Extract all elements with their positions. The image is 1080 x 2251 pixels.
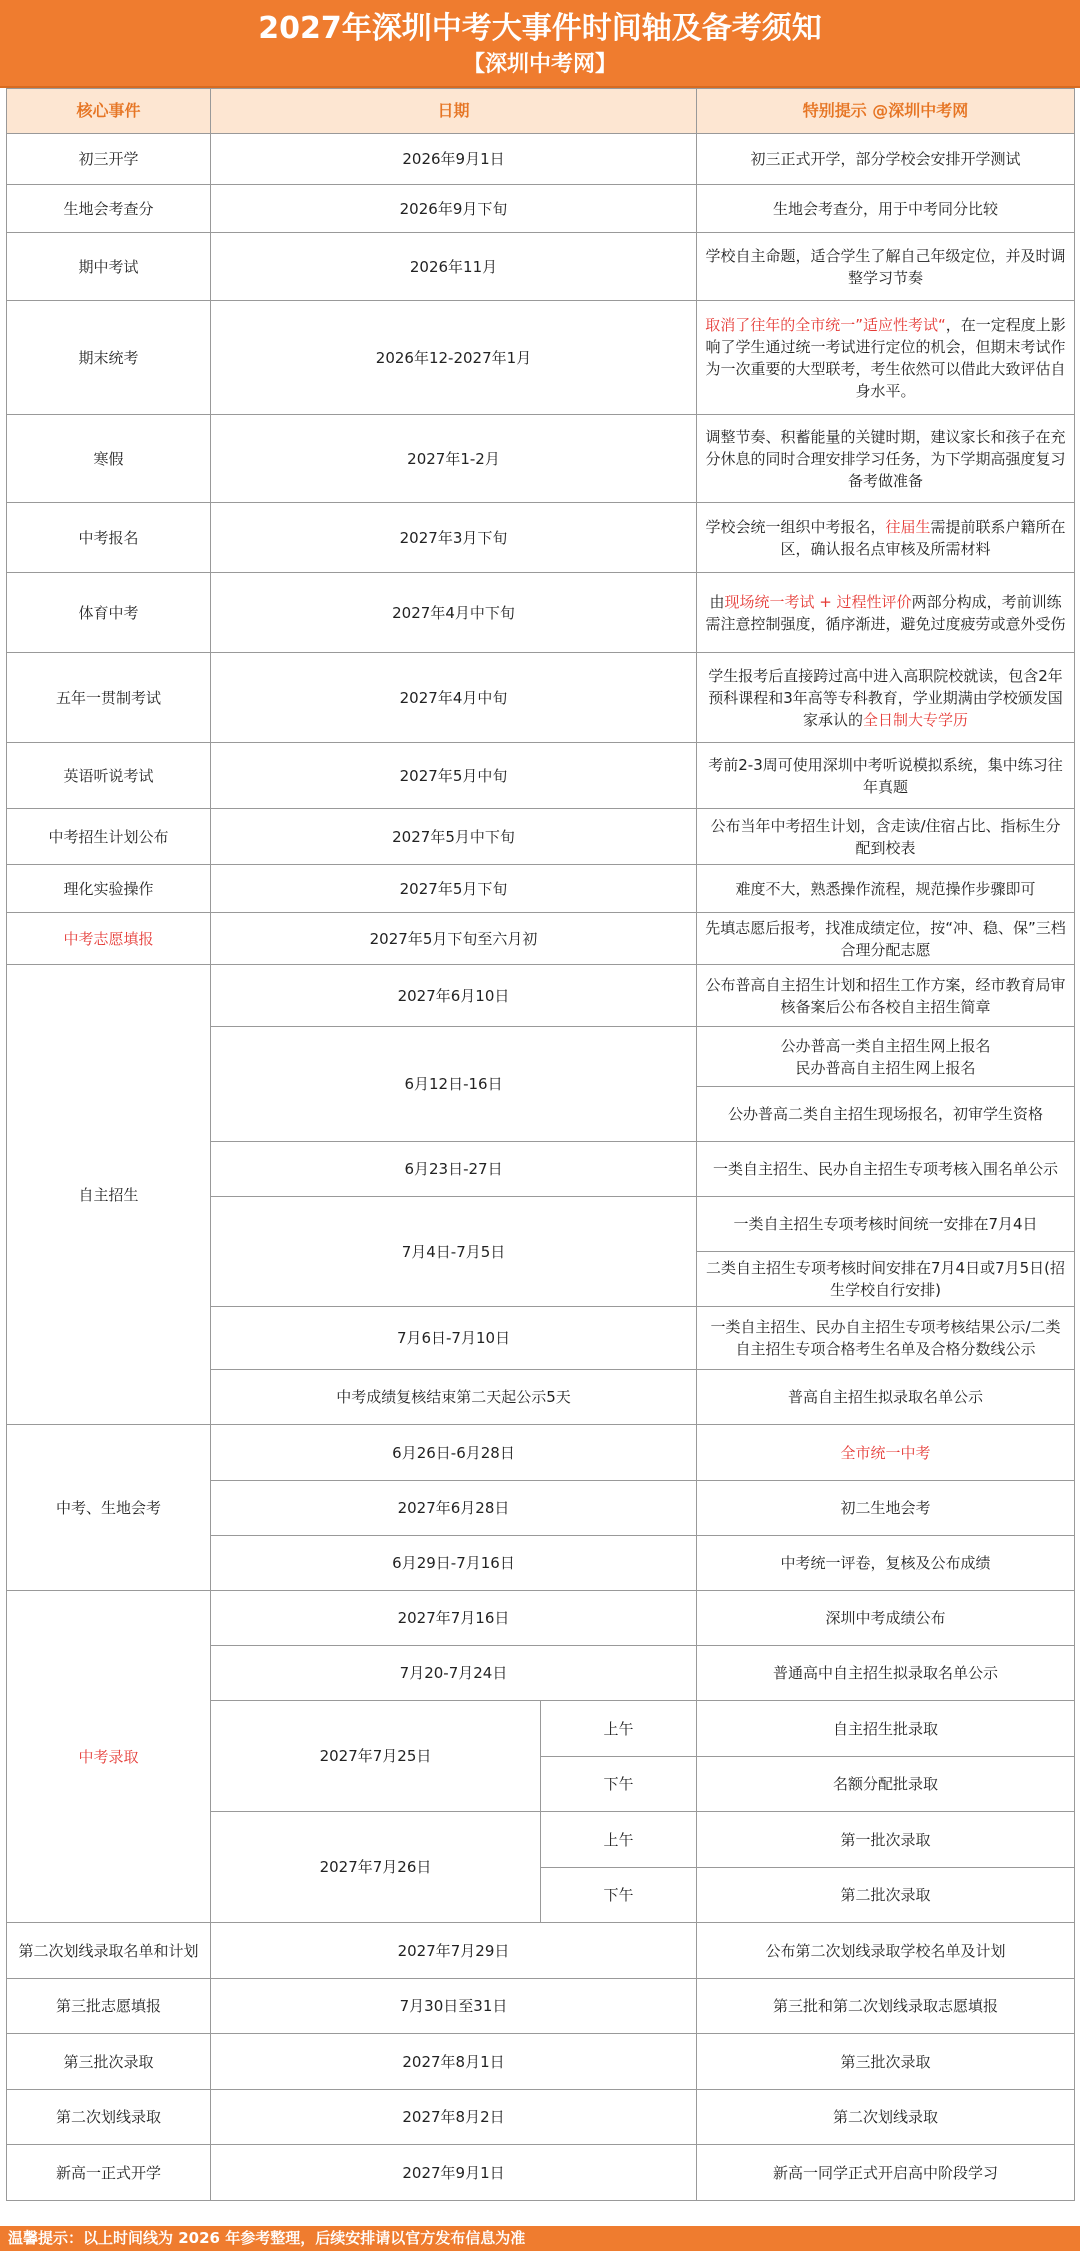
date-cell: 6月29日-7月16日 — [211, 1536, 697, 1591]
table-row — [7, 1979, 1075, 2034]
event-cell: 英语听说考试 — [7, 743, 211, 809]
date-cell: 2026年9月下旬 — [211, 185, 697, 233]
event-cell: 初三开学 — [7, 134, 211, 185]
page-subtitle: 【深圳中考网】 — [462, 52, 617, 77]
table-row — [7, 809, 1075, 865]
table-row — [7, 2145, 1075, 2201]
date-cell: 7月4日-7月5日 — [211, 1197, 697, 1307]
event-cell: 中考报名 — [7, 503, 211, 573]
event-cell: 第二次划线录取 — [7, 2090, 211, 2145]
note-text: 由 — [709, 592, 725, 611]
note-cell: 一类自主招生专项考核时间统一安排在7月4日 — [697, 1197, 1075, 1252]
note-cell: 公布普高自主招生计划和招生工作方案，经市教育局审核备案后公布各校自主招生简章 — [697, 965, 1075, 1027]
footer-tip: 温馨提示：以上时间线为 2026 年参考整理，后续安排请以官方发布信息为准 — [0, 2226, 1080, 2251]
note-cell: 一类自主招生、民办自主招生专项考核入围名单公示 — [697, 1142, 1075, 1197]
event-cell: 第三批志愿填报 — [7, 1979, 211, 2034]
table-row — [7, 653, 1075, 743]
session-cell: 上午 — [541, 1812, 697, 1868]
table-row — [7, 1591, 1075, 1646]
note-text: 学校会统一组织中考报名， — [705, 517, 886, 536]
table-row — [7, 301, 1075, 415]
date-cell: 7月30日至31日 — [211, 1979, 697, 2034]
highlight-text: 往届生 — [885, 517, 931, 536]
date-cell: 2027年5月下旬至六月初 — [211, 913, 697, 965]
date-cell: 7月6日-7月10日 — [211, 1307, 697, 1370]
note-cell: 第三批和第二次划线录取志愿填报 — [697, 1979, 1075, 2034]
note-cell: 二类自主招生专项考核时间安排在7月4日或7月5日(招生学校自行安排) — [697, 1252, 1075, 1307]
note-cell: 第二批次录取 — [697, 1868, 1075, 1923]
date-cell: 中考成绩复核结束第二天起公示5天 — [211, 1370, 697, 1425]
date-cell: 6月23日-27日 — [211, 1142, 697, 1197]
date-cell: 2027年6月10日 — [211, 965, 697, 1027]
table-row — [7, 185, 1075, 233]
col-header-note: 特别提示 @深圳中考网 — [697, 89, 1075, 134]
note-cell — [697, 573, 1075, 653]
date-cell: 2027年5月下旬 — [211, 865, 697, 913]
date-cell: 2027年5月中旬 — [211, 743, 697, 809]
event-cell: 期末统考 — [7, 301, 211, 415]
event-cell: 中考、生地会考 — [7, 1425, 211, 1591]
timeline-table — [6, 88, 1075, 2201]
note-cell — [697, 653, 1075, 743]
event-cell: 新高一正式开学 — [7, 2145, 211, 2201]
note-cell: 普通高中自主招生拟录取名单公示 — [697, 1646, 1075, 1701]
date-cell: 6月26日-6月28日 — [211, 1425, 697, 1481]
table-row — [7, 913, 1075, 965]
note-cell — [697, 503, 1075, 573]
date-cell: 2026年12-2027年1月 — [211, 301, 697, 415]
date-cell: 2027年8月1日 — [211, 2034, 697, 2090]
note-cell: 一类自主招生、民办自主招生专项考核结果公示/二类自主招生专项合格考生名单及合格分数线公示 — [697, 1307, 1075, 1370]
note-cell: 考前2-3周可使用深圳中考听说模拟系统，集中练习往年真题 — [697, 743, 1075, 809]
note-line: 民办普高自主招生网上报名 — [795, 1058, 976, 1077]
table-row — [7, 865, 1075, 913]
date-cell: 7月20-7月24日 — [211, 1646, 697, 1701]
table-row — [7, 134, 1075, 185]
note-cell — [697, 301, 1075, 415]
note-cell: 公布当年中考招生计划，含走读/住宿占比、指标生分配到校表 — [697, 809, 1075, 865]
highlight-text: 取消了往年的全市统一”适应性考试“ — [705, 315, 946, 334]
note-cell: 中考统一评卷，复核及公布成绩 — [697, 1536, 1075, 1591]
event-cell: 体育中考 — [7, 573, 211, 653]
header — [0, 0, 1080, 88]
note-cell: 深圳中考成绩公布 — [697, 1591, 1075, 1646]
note-cell: 难度不大，熟悉操作流程，规范操作步骤即可 — [697, 865, 1075, 913]
date-cell: 2027年3月下旬 — [211, 503, 697, 573]
page-title: 2027年深圳中考大事件时间轴及备考须知 — [258, 11, 822, 46]
table-row — [7, 573, 1075, 653]
note-cell: 第三批次录取 — [697, 2034, 1075, 2090]
date-cell: 2027年8月2日 — [211, 2090, 697, 2145]
date-cell: 2027年6月28日 — [211, 1481, 697, 1536]
session-cell: 下午 — [541, 1868, 697, 1923]
note-cell: 自主招生批录取 — [697, 1701, 1075, 1757]
date-cell: 2026年11月 — [211, 233, 697, 301]
note-cell: 名额分配批录取 — [697, 1757, 1075, 1812]
event-cell: 中考录取 — [7, 1591, 211, 1923]
table-row — [7, 1923, 1075, 1979]
table-row — [7, 965, 1075, 1027]
note-text: 学生报考后直接跨过高中进入高职院校就读，包含2年预科课程和3年高等专科教育，学业期满由学校颁发国家承认的 — [708, 666, 1063, 729]
note-cell: 全市统一中考 — [697, 1425, 1075, 1481]
event-cell: 生地会考查分 — [7, 185, 211, 233]
date-cell: 2027年9月1日 — [211, 2145, 697, 2201]
date-cell: 2027年7月16日 — [211, 1591, 697, 1646]
col-header-date: 日期 — [211, 89, 697, 134]
note-cell: 学校自主命题，适合学生了解自己年级定位，并及时调整学习节奏 — [697, 233, 1075, 301]
date-cell: 2027年7月26日 — [211, 1812, 541, 1923]
note-cell: 第一批次录取 — [697, 1812, 1075, 1868]
event-cell: 寒假 — [7, 415, 211, 503]
note-line: 公办普高一类自主招生网上报名 — [780, 1036, 991, 1055]
table-row — [7, 415, 1075, 503]
table-row — [7, 743, 1075, 809]
date-cell: 6月12日-16日 — [211, 1027, 697, 1142]
highlight-text: 现场统一考试 + 过程性评价 — [724, 592, 912, 611]
table-row — [7, 503, 1075, 573]
note-cell: 公办普高二类自主招生现场报名，初审学生资格 — [697, 1087, 1075, 1142]
note-text: ，在一定程度上影响了学生通过统一考试进行定位的机会，但期末考试作为一次重要的大型联考，考生依然可以借此大致评估自身水平。 — [705, 315, 1066, 400]
event-cell: 期中考试 — [7, 233, 211, 301]
note-cell: 新高一同学正式开启高中阶段学习 — [697, 2145, 1075, 2201]
date-cell: 2027年7月25日 — [211, 1701, 541, 1812]
note-text: 两部分构成，考前训练需注意控制强度，循序渐进，避免过度疲劳或意外受伤 — [705, 592, 1066, 633]
note-cell: 普高自主招生拟录取名单公示 — [697, 1370, 1075, 1425]
col-header-event: 核心事件 — [7, 89, 211, 134]
note-text: 需提前联系户籍所在区，确认报名点审核及所需材料 — [780, 517, 1066, 558]
note-cell: 生地会考查分，用于中考同分比较 — [697, 185, 1075, 233]
session-cell: 上午 — [541, 1701, 697, 1757]
note-cell — [697, 1027, 1075, 1087]
note-cell: 初二生地会考 — [697, 1481, 1075, 1536]
event-cell: 第三批次录取 — [7, 2034, 211, 2090]
table-row — [7, 2090, 1075, 2145]
note-cell: 调整节奏、积蓄能量的关键时期，建议家长和孩子在充分休息的同时合理安排学习任务，为下学期高强度复习备考做准备 — [697, 415, 1075, 503]
date-cell: 2027年4月中下旬 — [211, 573, 697, 653]
date-cell: 2027年4月中旬 — [211, 653, 697, 743]
event-cell: 中考招生计划公布 — [7, 809, 211, 865]
table-row — [7, 1425, 1075, 1481]
date-cell: 2027年1-2月 — [211, 415, 697, 503]
session-cell: 下午 — [541, 1757, 697, 1812]
event-cell: 中考志愿填报 — [7, 913, 211, 965]
event-cell: 理化实验操作 — [7, 865, 211, 913]
date-cell: 2027年7月29日 — [211, 1923, 697, 1979]
event-cell: 第二次划线录取名单和计划 — [7, 1923, 211, 1979]
note-cell: 初三正式开学，部分学校会安排开学测试 — [697, 134, 1075, 185]
event-cell: 自主招生 — [7, 965, 211, 1425]
date-cell: 2027年5月中下旬 — [211, 809, 697, 865]
note-cell: 先填志愿后报考，找准成绩定位，按“冲、稳、保”三档合理分配志愿 — [697, 913, 1075, 965]
note-cell: 公布第二次划线录取学校名单及计划 — [697, 1923, 1075, 1979]
table-row — [7, 233, 1075, 301]
table-row — [7, 2034, 1075, 2090]
event-cell: 五年一贯制考试 — [7, 653, 211, 743]
date-cell: 2026年9月1日 — [211, 134, 697, 185]
note-cell: 第二次划线录取 — [697, 2090, 1075, 2145]
table-header-row — [7, 89, 1075, 134]
highlight-text: 全日制大专学历 — [863, 710, 969, 729]
